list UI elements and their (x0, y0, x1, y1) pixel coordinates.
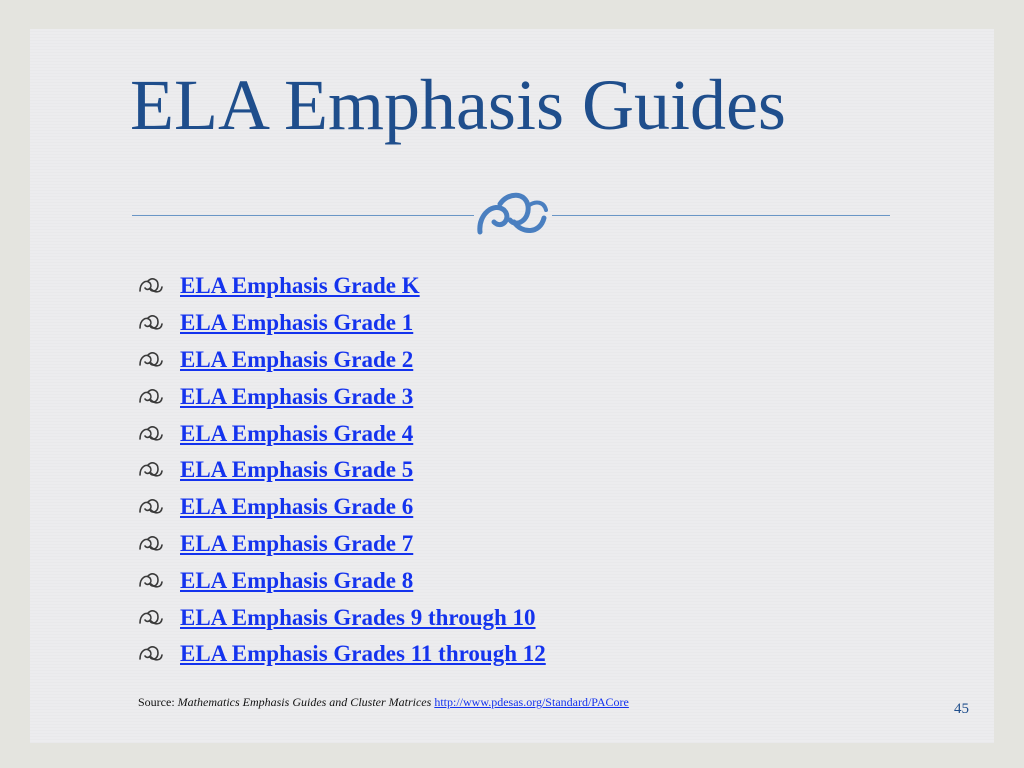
link-ela-grade-5[interactable]: ELA Emphasis Grade 5 (180, 457, 414, 483)
source-link[interactable]: http://www.pdesas.org/Standard/PACore (434, 695, 629, 709)
fleuron-bullet-icon (138, 645, 164, 663)
fleuron-bullet-icon (138, 314, 164, 332)
list-item (138, 599, 546, 636)
link-ela-grade-2[interactable]: ELA Emphasis Grade 2 (180, 346, 414, 372)
fleuron-bullet-icon (138, 351, 164, 369)
fleuron-bullet-icon (138, 535, 164, 553)
fleuron-bullet-icon (138, 277, 164, 295)
link-ela-grade-6[interactable]: ELA Emphasis Grade 6 (180, 494, 414, 520)
list-item (138, 636, 546, 673)
link-ela-grade-1[interactable]: ELA Emphasis Grade 1 (180, 310, 414, 336)
link-ela-grade-7[interactable]: ELA Emphasis Grade 7 (180, 530, 414, 556)
link-ela-grade-4[interactable]: ELA Emphasis Grade 4 (180, 420, 414, 446)
title-divider-left (132, 215, 474, 216)
page-number: 45 (954, 701, 969, 717)
fleuron-bullet-icon (138, 572, 164, 590)
list-item (138, 562, 546, 599)
fleuron-ornament-icon (474, 188, 552, 240)
source-citation (138, 695, 629, 710)
list-item (138, 526, 546, 563)
fleuron-bullet-icon (138, 388, 164, 406)
list-item (138, 305, 546, 342)
fleuron-bullet-icon (138, 498, 164, 516)
link-ela-grade-8[interactable]: ELA Emphasis Grade 8 (180, 567, 414, 593)
grade-link-list (138, 268, 546, 673)
source-label: Source: (138, 695, 175, 709)
fleuron-bullet-icon (138, 461, 164, 479)
list-item (138, 415, 546, 452)
title-divider-right (552, 215, 890, 216)
list-item (138, 268, 546, 305)
slide-title: ELA Emphasis Guides (130, 65, 786, 145)
list-item (138, 342, 546, 379)
source-title: Mathematics Emphasis Guides and Cluster Matrices (177, 695, 432, 709)
list-item (138, 378, 546, 415)
list-item (138, 452, 546, 489)
list-item (138, 489, 546, 526)
link-ela-grade-k[interactable]: ELA Emphasis Grade K (180, 273, 420, 299)
link-ela-grades-9-10[interactable]: ELA Emphasis Grades 9 through 10 (180, 604, 536, 630)
fleuron-bullet-icon (138, 609, 164, 627)
fleuron-bullet-icon (138, 425, 164, 443)
link-ela-grades-11-12[interactable]: ELA Emphasis Grades 11 through 12 (180, 641, 546, 667)
link-ela-grade-3[interactable]: ELA Emphasis Grade 3 (180, 383, 414, 409)
